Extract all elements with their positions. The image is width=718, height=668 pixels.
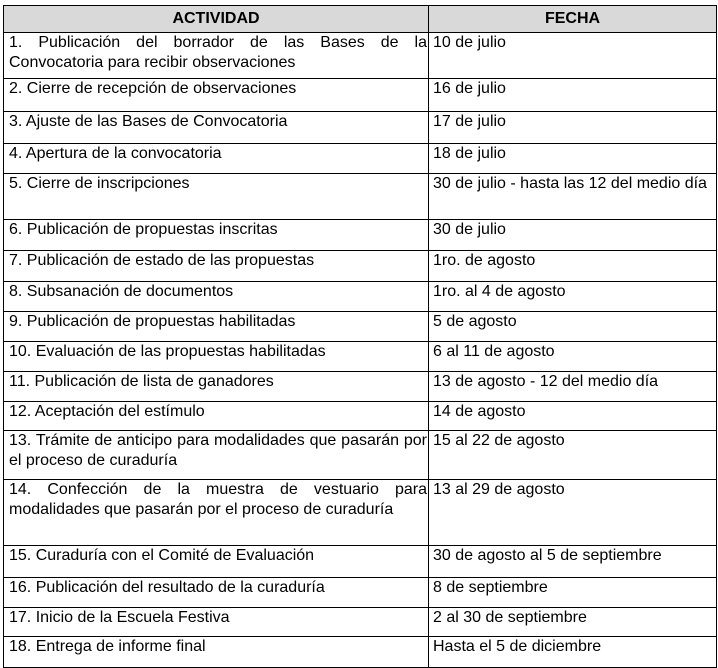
date-cell: 15 al 22 de agosto	[429, 431, 717, 480]
activity-cell: 6. Publicación de propuestas inscritas	[4, 220, 429, 251]
date-cell: 13 al 29 de agosto	[429, 480, 717, 546]
date-column-header: FECHA	[429, 6, 717, 33]
date-cell: 8 de septiembre	[429, 578, 717, 608]
schedule-table	[3, 5, 717, 668]
activity-column-header: ACTIVIDAD	[4, 6, 429, 33]
table-row	[4, 112, 717, 144]
activity-cell: 9. Publicación de propuestas habilitadas	[4, 312, 429, 342]
table-row	[4, 312, 717, 342]
date-cell: 6 al 11 de agosto	[429, 342, 717, 372]
table-row	[4, 431, 717, 480]
activity-cell: 1. Publicación del borrador de las Bases de la Convocatoria para recibir observaciones	[4, 33, 429, 79]
activity-cell: 11. Publicación de lista de ganadores	[4, 372, 429, 402]
activity-cell: 2. Cierre de recepción de observaciones	[4, 79, 429, 112]
table-row	[4, 372, 717, 402]
table-row	[4, 637, 717, 668]
date-cell: 10 de julio	[429, 33, 717, 79]
table-row	[4, 79, 717, 112]
activity-cell: 17. Inicio de la Escuela Festiva	[4, 608, 429, 637]
date-cell: 13 de agosto - 12 del medio día	[429, 372, 717, 402]
header-row	[4, 6, 717, 33]
date-cell: 30 de julio - hasta las 12 del medio día	[429, 174, 717, 220]
table-row	[4, 546, 717, 578]
activity-cell: 5. Cierre de inscripciones	[4, 174, 429, 220]
table-row	[4, 220, 717, 251]
date-cell: 5 de agosto	[429, 312, 717, 342]
date-cell: 14 de agosto	[429, 402, 717, 431]
activity-cell: 13. Trámite de anticipo para modalidades que pasarán por el proceso de curaduría	[4, 431, 429, 480]
date-cell: 2 al 30 de septiembre	[429, 608, 717, 637]
table-row	[4, 402, 717, 431]
activity-cell: 10. Evaluación de las propuestas habilitadas	[4, 342, 429, 372]
table-row	[4, 608, 717, 637]
table-row	[4, 578, 717, 608]
table-row	[4, 174, 717, 220]
table-row	[4, 251, 717, 282]
date-cell: 1ro. al 4 de agosto	[429, 282, 717, 312]
activity-cell: 8. Subsanación de documentos	[4, 282, 429, 312]
date-cell: 18 de julio	[429, 144, 717, 174]
activity-cell: 4. Apertura de la convocatoria	[4, 144, 429, 174]
table-row	[4, 33, 717, 79]
activity-cell: 3. Ajuste de las Bases de Convocatoria	[4, 112, 429, 144]
table-row	[4, 282, 717, 312]
table-row	[4, 480, 717, 546]
date-cell: 1ro. de agosto	[429, 251, 717, 282]
date-cell: 30 de agosto al 5 de septiembre	[429, 546, 717, 578]
table-row	[4, 342, 717, 372]
date-cell: 16 de julio	[429, 79, 717, 112]
activity-cell: 18. Entrega de informe final	[4, 637, 429, 668]
date-cell: 30 de julio	[429, 220, 717, 251]
activity-cell: 12. Aceptación del estímulo	[4, 402, 429, 431]
date-cell: Hasta el 5 de diciembre	[429, 637, 717, 668]
table-row	[4, 144, 717, 174]
activity-cell: 15. Curaduría con el Comité de Evaluación	[4, 546, 429, 578]
date-cell: 17 de julio	[429, 112, 717, 144]
activity-cell: 16. Publicación del resultado de la curaduría	[4, 578, 429, 608]
activity-cell: 7. Publicación de estado de las propuestas	[4, 251, 429, 282]
activity-cell: 14. Confección de la muestra de vestuario para modalidades que pasarán por el proceso de curaduría	[4, 480, 429, 546]
